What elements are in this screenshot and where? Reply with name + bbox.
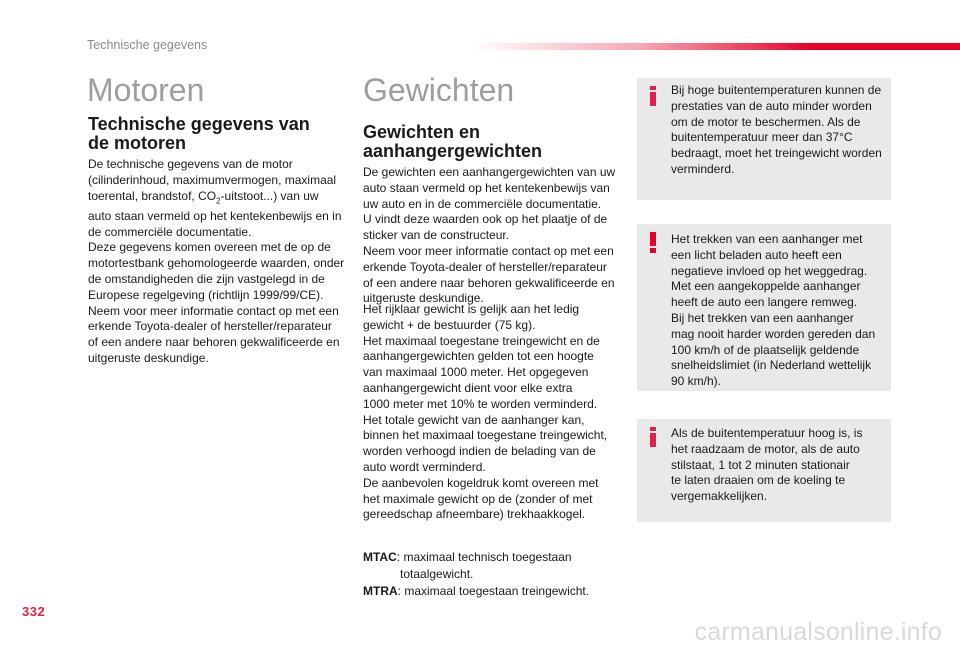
motoren-body-part-b: -uitstoot...) van uw auto staan vermeld op het kentekenbewijs en in de commerciële documentatie. Deze gegevens komen overeen met de op de motortestbank gehomologeerde waarden, onder de omstandigheden die zijn vastgelegd in de Europese regelgeving (richtlijn 1999/99/CE). Neem voor meer informatie contact op met een erkende Toyota-dealer of hersteller/reparateur of een andere naar behoren gekwalificeerde en uitgeruste deskundige.	[88, 188, 345, 365]
watermark: carmanualsonline.info	[694, 618, 942, 646]
gewichten-subtitle: Gewichten en aanhangergewichten	[363, 122, 543, 161]
header-accent-bar	[470, 43, 960, 50]
gewichten-title: Gewichten	[363, 72, 515, 108]
note-text-engine-cooling: Als de buitentemperatuur hoog is, is het raadzaam de motor, als de auto stilstaat, 1 tot 2 minuten stationair te laten draaien om de koeling te vergemakkelijken.	[671, 426, 863, 504]
warning-icon	[647, 232, 659, 254]
note-box-trailer-warning	[637, 224, 891, 391]
abbreviation-definitions	[363, 549, 589, 600]
motoren-title: Motoren	[87, 72, 205, 108]
note-box-engine-cooling	[637, 419, 891, 522]
definition-mtac-continued: totaalgewicht.	[400, 567, 474, 581]
info-icon	[647, 427, 659, 447]
note-box-high-temperature	[637, 78, 891, 200]
info-icon	[647, 86, 659, 106]
motoren-body	[88, 157, 350, 367]
note-text-trailer-warning: Het trekken van een aanhanger met een licht beladen auto heeft een negatieve invloed op het weggedrag. Met een aangekoppelde aanhanger heeft de auto een langere remweg. Bij het trekken van een aanhanger mag nooit harder worden gereden dan 100 km/h of de plaatselijk geldende snelheidslimiet (in Nederland wettelijk 90 km/h).	[671, 232, 876, 389]
co2-subscript: 2	[216, 195, 221, 205]
motoren-subtitle: Technische gegevens van de motoren	[88, 114, 310, 153]
section-header-label: Technische gegevens	[87, 38, 208, 52]
motoren-body-part-a: De technische gegevens van de motor (cilinderinhoud, maximumvermogen, maximaal toerental, brandstof, CO	[88, 157, 337, 203]
note-text-high-temperature: Bij hoge buitentemperaturen kunnen de prestaties van de auto minder worden om de motor te beschermen. Als de buitentemperatuur meer dan 37°C bedraagt, moet het treingewicht worden verminderd.	[671, 83, 882, 176]
gewichten-paragraph-2: Het rijklaar gewicht is gelijk aan het ledig gewicht + de bestuurder (75 kg). Het maximaal toegestane treingewicht en de aanhangergewichten gelden tot een hoogte van maximaal 1000 meter. Het opgegeven aanhangergewicht dient voor elke extra 1000 meter met 10% te worden verminderd. Het totale gewicht van de aanhanger kan, binnen het maximaal toegestane treingewicht, worden verhoogd indien de belading van de auto wordt verminderd. De aanbevolen kogeldruk komt overeen met het maximale gewicht op de (zonder of met gereedschap afneembare) trekhaakkogel.	[363, 302, 608, 522]
definition-mtac: MTAC: maximaal technisch toegestaan	[363, 550, 572, 564]
page-number: 332	[22, 604, 46, 619]
definition-mtra: MTRA: maximaal toegestaan treingewicht.	[363, 584, 590, 598]
gewichten-paragraph-1: De gewichten een aanhangergewichten van uw auto staan vermeld op het kentekenbewijs van uw auto en in de commerciële documentatie. U vindt deze waarden ook op het plaatje of de sticker van de constructeur. Neem voor meer informatie contact op met een erkende Toyota-dealer of hersteller/reparateur of een andere naar behoren gekwalificeerde en uitgeruste deskundige.	[363, 165, 616, 306]
